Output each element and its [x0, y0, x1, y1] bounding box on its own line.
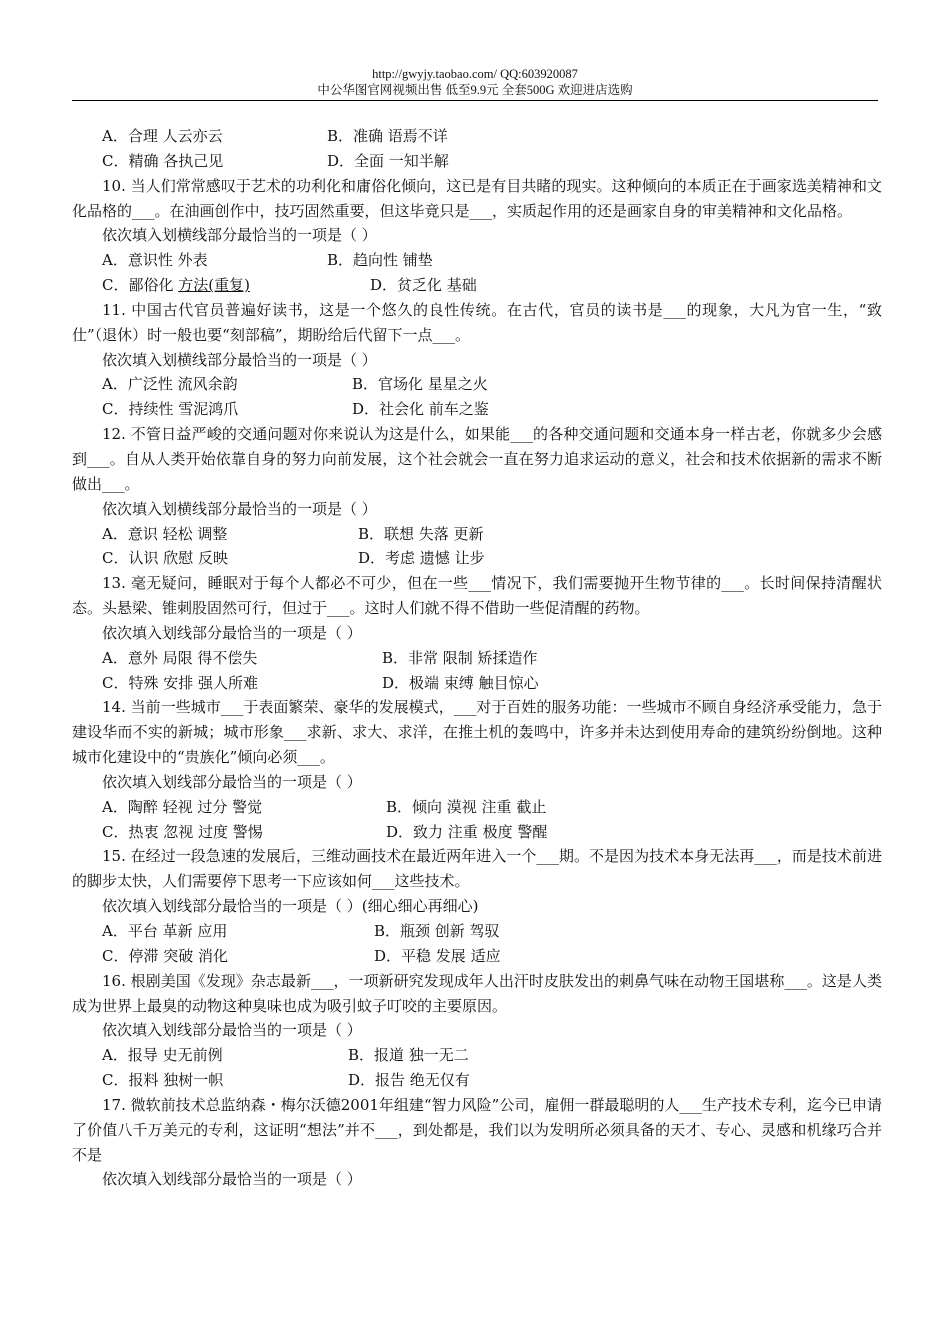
q12-stem: 12. 不管日益严峻的交通问题对你来说认为这是什么，如果能___的各种交通问题和交通本身一样古老，你就多少会感到___。自从人类开始依靠自身的努力向前发展，这个社会就会一直在努力追求运动的意义，社会和技术依据新的需求不断做出___。	[72, 425, 882, 493]
q10-option-c	[102, 273, 370, 298]
q9-option-c: C．精确 各执己见	[102, 151, 224, 170]
q14-option-b: B．倾向 漠视 注重 截止	[386, 797, 547, 816]
q10-option-c-text: C．鄙俗化	[102, 276, 179, 295]
q17-prompt: 依次填入划线部分最恰当的一项是（ ）	[102, 1170, 362, 1189]
q12-options-row1	[72, 522, 882, 547]
q15-prompt: 依次填入划线部分最恰当的一项是（ ）(细心细心再细心)	[102, 897, 479, 916]
q15-options-row2	[72, 944, 882, 969]
q12-option-d: D．考虑 遗憾 让步	[358, 549, 485, 568]
q15-options-row1	[72, 919, 882, 944]
q12-option-b: B．联想 失落 更新	[358, 524, 484, 543]
q11-option-b: B．官场化 星星之火	[352, 375, 488, 394]
q12-prompt: 依次填入划横线部分最恰当的一项是（ ）	[102, 499, 377, 518]
q11-options-row2	[72, 397, 882, 422]
q10-options-row2	[72, 273, 882, 298]
q13-option-d: D．极端 束缚 触目惊心	[382, 673, 539, 692]
q16-stem: 16. 根剧美国《发现》杂志最新___，一项新研究发现成年人出汗时皮肤发出的刺鼻气味在动物王国堪称___。这是人类成为世界上最臭的动物这种臭味也成为吸引蚊子叮咬的主要原因。	[72, 971, 882, 1015]
q16-option-c: C．报料 独树一帜	[102, 1071, 224, 1090]
q11-stem: 11. 中国古代官员普遍好读书，这是一个悠久的良性传统。在古代，官员的读书是___的现象，大凡为官一生，“致仕”（退休）时一般也要“刻部稿”，期盼给后代留下一点___。	[72, 300, 882, 344]
page-header	[72, 66, 878, 98]
q13-prompt: 依次填入划线部分最恰当的一项是（ ）	[102, 623, 362, 642]
q16-option-a: A．报导 史无前例	[102, 1046, 223, 1065]
q16-option-d: D．报告 绝无仅有	[348, 1071, 470, 1090]
q15-option-b: B．瓶颈 创新 驾驭	[374, 922, 500, 940]
q11-prompt: 依次填入划横线部分最恰当的一项是（ ）	[102, 350, 377, 369]
q16-options-row2	[72, 1068, 882, 1093]
q16-option-b: B．报道 独一无二	[348, 1046, 469, 1065]
q14-option-a: A．陶醉 轻视 过分 警觉	[102, 797, 263, 816]
q10-stem: 10. 当人们常常感叹于艺术的功利化和庸俗化倾向，这已是有目共睹的现实。这种倾向的本质正在于画家选美精神和文化品格的___。在油画创作中，技巧固然重要，但这毕竟只是___，实质起作用的还是画家自身的审美精神和文化品格。	[72, 176, 882, 220]
q11-option-a: A．广泛性 流风余韵	[102, 375, 238, 394]
q14-options-row2	[72, 820, 882, 845]
q16-options-row1	[72, 1043, 882, 1068]
q15-stem: 15. 在经过一段急速的发展后，三维动画技术在最近两年进入一个___期。不是因为技术本身无法再___，而是技术前进的脚步太快，人们需要停下思考一下应该如何___这些技术。	[72, 847, 882, 891]
q15-option-d: D．平稳 发展 适应	[374, 946, 501, 965]
q13-options-row2	[72, 671, 882, 696]
q14-option-c: C．热衷 忽视 过度 警惕	[102, 822, 263, 841]
header-rule	[72, 100, 878, 101]
q9-options-row1	[72, 124, 882, 149]
document-body	[72, 124, 882, 1192]
q13-options-row1	[72, 646, 882, 671]
q14-stem: 14. 当前一些城市___于表面繁荣、豪华的发展模式，___对于百姓的服务功能：一些城市不顾自身经济承受能力，急于建设华而不实的新城；城市形象___求新、求大、求洋，在推土机的轰鸣中，许多并未达到使用寿命的建筑纷纷倒地。这种城市化建设中的“贵族化”倾向必须___。	[72, 698, 882, 767]
q12-options-row2	[72, 546, 882, 571]
q11-option-c: C．持续性 雪泥鸿爪	[102, 400, 239, 419]
q14-options-row1	[72, 795, 882, 820]
q9-option-b: B．准确 语焉不详	[327, 127, 448, 145]
q12-option-a: A．意识 轻松 调整	[102, 524, 228, 543]
q10-prompt: 依次填入划横线部分最恰当的一项是（ ）	[102, 226, 377, 245]
q9-option-d: D．全面 一知半解	[327, 151, 449, 170]
header-url-qq: http://gwyjy.taobao.com/ QQ:603920087	[372, 67, 578, 81]
q11-options-row1	[72, 372, 882, 397]
q13-option-c: C．特殊 安排 强人所难	[102, 673, 259, 692]
q11-option-d: D．社会化 前车之鉴	[352, 400, 489, 419]
q12-option-c: C．认识 欣慰 反映	[102, 549, 229, 568]
q14-prompt: 依次填入划线部分最恰当的一项是（ ）	[102, 772, 362, 791]
q16-prompt: 依次填入划线部分最恰当的一项是（ ）	[102, 1021, 362, 1040]
q10-option-d: D．贫乏化 基础	[370, 276, 477, 295]
q14-option-d: D．致力 注重 极度 警醒	[386, 822, 548, 841]
q9-option-a: A．合理 人云亦云	[102, 127, 223, 145]
q10-options-row1	[72, 248, 882, 273]
q10-option-b: B．趋向性 铺垫	[327, 251, 433, 270]
q9-options-row2	[72, 149, 882, 174]
q15-option-c: C．停滞 突破 消化	[102, 946, 229, 965]
q13-option-b: B．非常 限制 矫揉造作	[382, 648, 538, 667]
q13-option-a: A．意外 局限 得不偿失	[102, 648, 258, 667]
q17-stem: 17. 微软前技术总监纳森・梅尔沃德2001年组建“智力风险”公司，雇佣一群最聪明的人___生产技术专利，迄今已申请了价值八千万美元的专利，这证明“想法”并不___，到处都是，我们以为发明所必须具备的天才、专心、灵感和机缘巧合并不是	[72, 1095, 882, 1164]
q13-stem: 13. 毫无疑问，睡眠对于每个人都必不可少，但在一些___情况下，我们需要抛开生物节律的___。长时间保持清醒状态。头悬梁、锥刺股固然可行，但过于___。这时人们就不得不借助一些促清醒的药物。	[72, 574, 882, 618]
q10-option-a: A．意识性 外表	[102, 251, 208, 270]
header-ad: 中公华图官网视频出售 低至9.9元 全套500G 欢迎进店选购	[317, 83, 633, 97]
q15-option-a: A．平台 革新 应用	[102, 922, 228, 940]
q10-option-c-note: 方法(重复)	[178, 276, 250, 295]
